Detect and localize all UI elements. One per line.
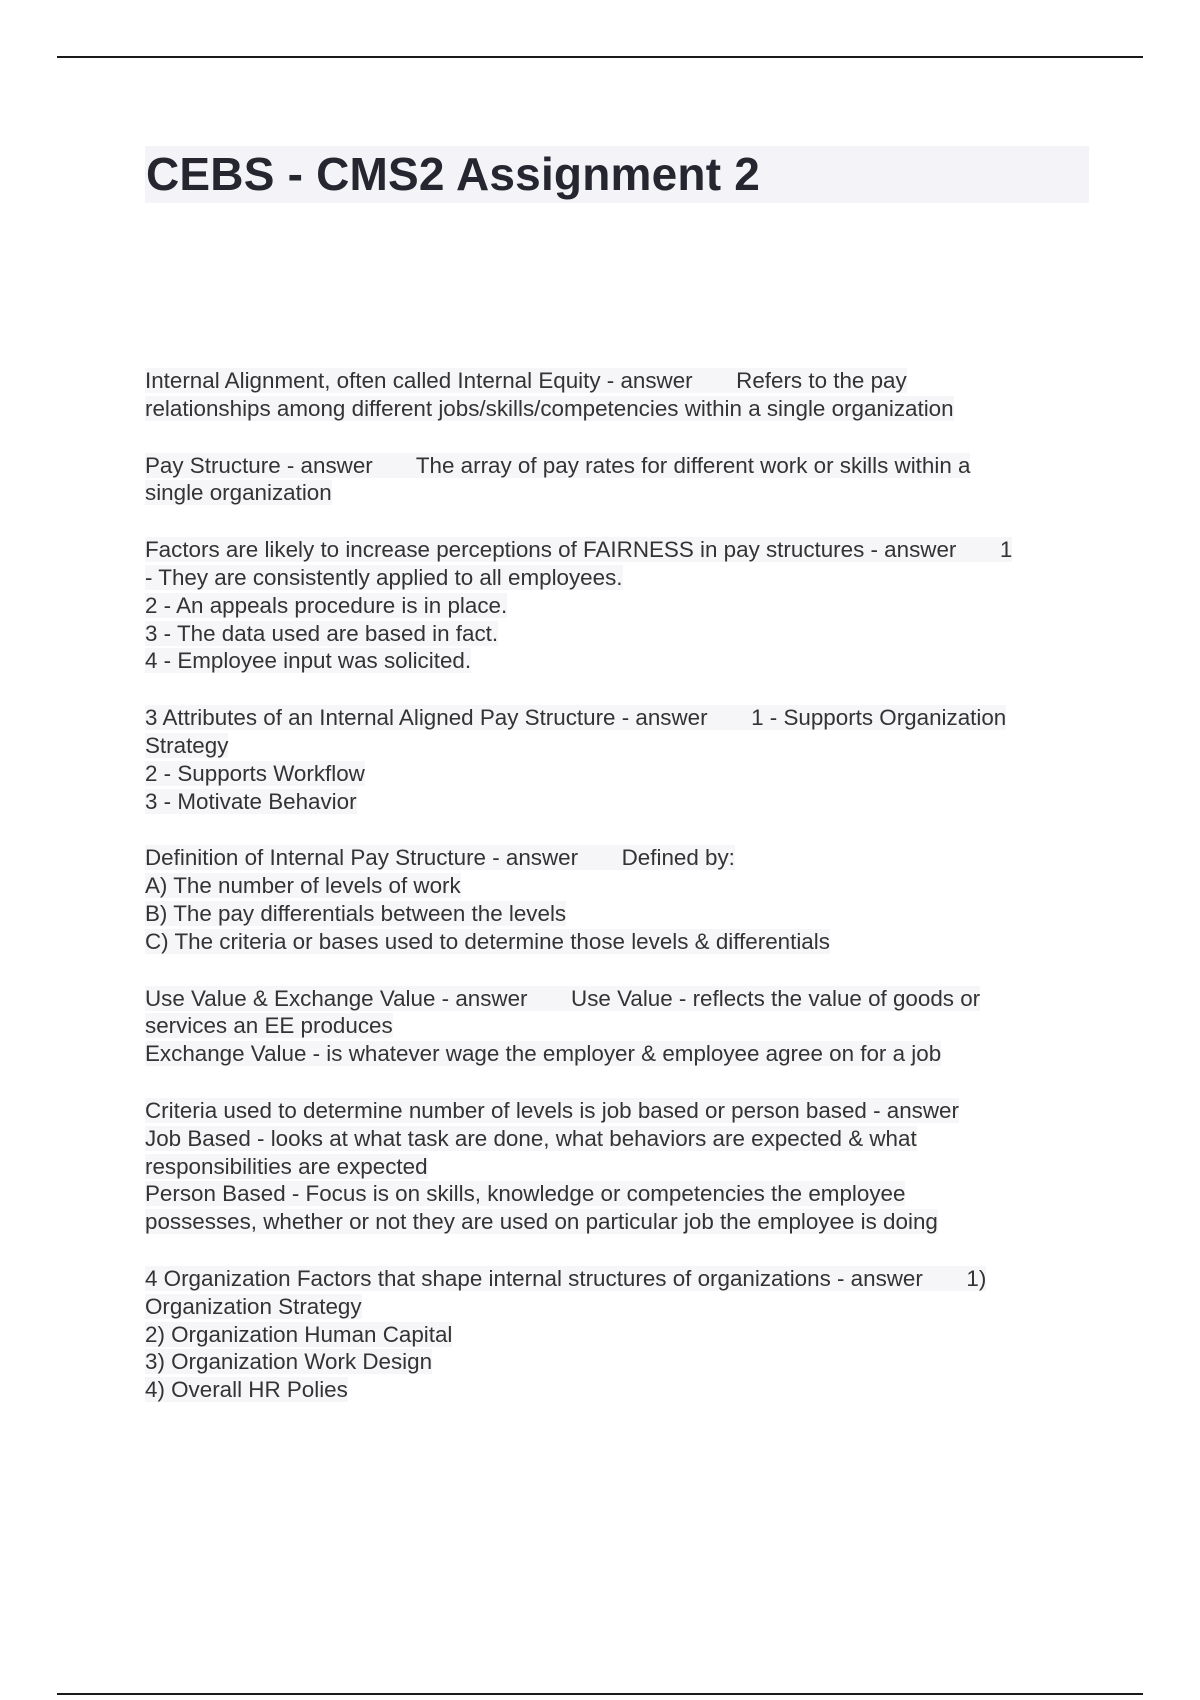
card-line: 4) Overall HR Polies [145,1377,348,1403]
card-line: Job Based - looks at what task are done, what behaviors are expected & what [145,1125,917,1151]
flashcard [145,704,1085,815]
top-divider [57,56,1143,58]
card-line: possesses, whether or not they are used on particular job the employee is doing [145,1209,938,1235]
card-line: 3) Organization Work Design [145,1349,433,1375]
card-line: 3 Attributes of an Internal Aligned Pay Structure - answer 1 - Supports Organization [145,705,1007,731]
card-line: 4 - Employee input was solicited. [145,648,472,674]
card-line: Internal Alignment, often called Internal Equity - answer Refers to the pay [145,368,907,393]
card-line: responsibilities are expected [145,1153,428,1179]
flashcard [145,367,1085,423]
bottom-divider [57,1693,1143,1695]
card-line: 4 Organization Factors that shape internal structures of organizations - answer 1) [145,1265,987,1291]
card-line: B) The pay differentials between the levels [145,900,567,926]
card-line: services an EE produces [145,1013,393,1039]
card-line: Use Value & Exchange Value - answer Use Value - reflects the value of goods or [145,985,981,1011]
card-line: Exchange Value - is whatever wage the employer & employee agree on for a job [145,1041,942,1067]
card-line: C) The criteria or bases used to determine those levels & differentials [145,928,830,954]
flashcard [145,1265,1085,1404]
flashcard [145,536,1085,675]
card-line: Person Based - Focus is on skills, knowledge or competencies the employee [145,1181,906,1207]
flashcard [145,1097,1085,1236]
card-line: - They are consistently applied to all employees. [145,564,623,590]
card-line: 2 - An appeals procedure is in place. [145,592,508,618]
card-line: 3 - Motivate Behavior [145,788,357,814]
card-line: 2 - Supports Workflow [145,760,365,786]
card-line: Strategy [145,732,229,758]
card-line: Criteria used to determine number of levels is job based or person based - answer [145,1097,959,1123]
card-line: 2) Organization Human Capital [145,1321,453,1347]
card-line: relationships among different jobs/skills/competencies within a single organization [145,395,954,421]
card-line: Definition of Internal Pay Structure - answer Defined by: [145,845,735,871]
card-line: single organization [145,480,332,506]
flashcard [145,452,1085,508]
card-line: Pay Structure - answer The array of pay rates for different work or skills within a [145,452,971,478]
card-line: 3 - The data used are based in fact. [145,620,499,646]
flashcard [145,844,1085,955]
flashcard [145,985,1085,1068]
flashcard-list [145,367,1085,1433]
card-line: Factors are likely to increase perceptions of FAIRNESS in pay structures - answer 1 [145,537,1013,563]
document-title: CEBS - CMS2 Assignment 2 [146,148,760,200]
card-line: A) The number of levels of work [145,873,461,899]
card-line: Organization Strategy [145,1293,362,1319]
